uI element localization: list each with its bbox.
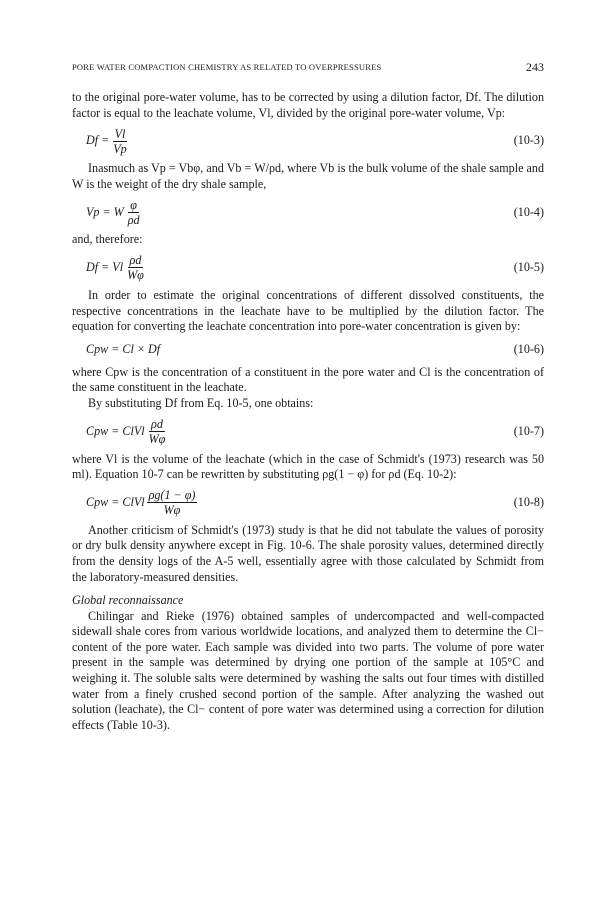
eq-expression: Cpw = Cl × Df xyxy=(86,341,161,356)
eq-lhs: Vp = W xyxy=(86,204,124,219)
page-number: 243 xyxy=(526,60,544,74)
eq-numerator: φ xyxy=(130,197,137,212)
paragraph-3: and, therefore: xyxy=(72,232,143,247)
eq-denominator: Wφ xyxy=(163,503,181,518)
page-header xyxy=(72,60,544,76)
paragraph-1: to the original pore-water volume, has to be corrected by using a dilution factor, Df. The dilution factor is equal to the leachate volume, Vl, divided by the original pore-water volume, Vp: xyxy=(72,90,544,120)
paragraph-4: In order to estimate the original concentrations of different dissolved constituents, the respective concentrations in the leachate have to be multiplied by the dilution factor. The equation for converting the leachate concentration into pore-water concentration is given by: xyxy=(72,287,544,334)
eq-denominator: Vp xyxy=(113,141,127,156)
equation-10-8 xyxy=(72,486,544,520)
eq-lhs: Cpw = ClVl xyxy=(86,423,145,438)
body-text xyxy=(72,90,544,733)
equation-number: (10-3) xyxy=(513,133,544,148)
equation-number: (10-4) xyxy=(513,204,544,219)
eq-lhs: Cpw = ClVl xyxy=(86,494,145,509)
paragraph-2: Inasmuch as Vp = Vbφ, and Vb = W/ρd, where Vb is the bulk volume of the shale sample and W is the weight of the dry shale sample, xyxy=(72,161,544,191)
equation-number: (10-6) xyxy=(513,341,544,356)
running-head: PORE WATER COMPACTION CHEMISTRY AS RELATED TO OVERPRESSURES xyxy=(72,62,382,72)
equation-number: (10-5) xyxy=(513,260,544,275)
paragraph-5: where Cpw is the concentration of a constituent in the pore water and Cl is the concentration of the same constituent in the leachate. xyxy=(72,364,544,395)
section-title: Global reconnaissance xyxy=(72,593,184,608)
equation-10-7 xyxy=(72,415,544,449)
eq-denominator: ρd xyxy=(127,212,140,227)
eq-lhs: Df = Vl xyxy=(86,260,124,275)
eq-denominator: Wφ xyxy=(148,432,166,447)
equation-10-3 xyxy=(72,124,544,158)
paragraph-9: Chilingar and Rieke (1976) obtained samples of undercompacted and well-compacted sidewall shale cores from various worldwide locations, and analyzed them to determine the Cl− content of the pore water. Each sample was divided into two parts. The volume of pore water present in the sample was determined by drying one portion of the sample at 105°C and weighing it. The soluble salts were determined by washing the salts out four times with distilled water from a finely crushed second portion of the sample. After analyzing the washed out solution (leachate), the Cl− content of pore water was determined using a correction for dilution effects (Table 10-3). xyxy=(72,608,544,732)
eq-numerator: ρd xyxy=(151,417,163,432)
eq-denominator: Wφ xyxy=(127,268,144,283)
paragraph-6: By substituting Df from Eq. 10-5, one obtains: xyxy=(88,395,314,410)
eq-numerator: Vl xyxy=(114,126,126,141)
equation-number: (10-8) xyxy=(513,494,544,509)
eq-numerator: ρd xyxy=(129,253,142,268)
equation-10-5 xyxy=(72,251,544,285)
paragraph-7: where Vl is the volume of the leachate (which in the case of Schmidt's (1973) research was 50 ml). Equation 10-7 can be rewritten by substituting ρg(1 − φ) for ρd (Eq. 10-2): xyxy=(72,451,544,482)
equation-number: (10-7) xyxy=(513,423,544,438)
eq-lhs: Df = xyxy=(86,133,110,148)
equation-10-4 xyxy=(72,195,544,229)
paragraph-8: Another criticism of Schmidt's (1973) study is that he did not tabulate the values of porosity or dry bulk density anywhere except in Fig. 10-6. The shale porosity values, determined directly from the density logs of the A-5 well, essentially agree with those calculated by Schmidt from the laboratory-measured densities. xyxy=(72,522,544,584)
equation-10-6 xyxy=(72,338,544,362)
eq-numerator: ρg(1 − φ) xyxy=(148,488,196,503)
